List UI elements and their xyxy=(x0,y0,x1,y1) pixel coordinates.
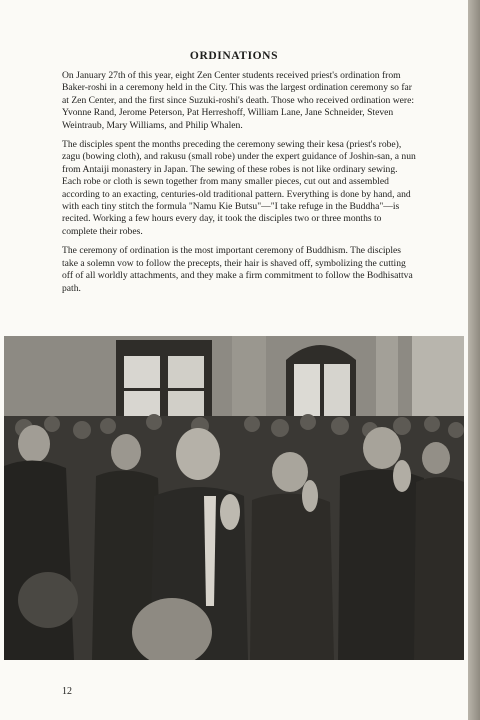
book-gutter xyxy=(468,0,480,720)
paragraph-1: On January 27th of this year, eight Zen Center students received priest's ordination from Baker-roshi in a ceremony held in the City. This was the largest ordination ceremony so far at Zen Center, and the first since Suzuki-roshi's death. Those who received ordination were: Yvonne Rand, Jerome Peterson, Pat Herreshoff, William Lane, Jane Schneider, Steven Weintraub, Mary Williams, and Philip Whalen. xyxy=(62,70,415,131)
ordination-ceremony-photo xyxy=(4,336,464,660)
page-number: 12 xyxy=(62,686,72,697)
article-body xyxy=(62,70,418,302)
paragraph-3: The ceremony of ordination is the most important ceremony of Buddhism. The disciples take a solemn vow to follow the precepts, their hair is shaved off, symbolizing the cutting off of all worldly attachments, and they make a firm commitment to follow the Bodhisattva path. xyxy=(62,245,413,294)
article-title: ORDINATIONS xyxy=(189,50,279,62)
paragraph-2: The disciples spent the months preceding the ceremony sewing their kesa (priest's robe), zagu (bowing cloth), and rakusu (small robe) under the expert guidance of Joshin-san, a nun from Antaiji monastery in Japan. The sewing of these robes is not like ordinary sewing. Each robe or cloth is sewn together from many smaller pieces, cut out and assembled according to an exacting, centuries-old traditional pattern. Everything is done by hand, and with each tiny stitch the formula "Namu Kie Butsu"—"I take refuge in the Buddha"—is recited. Working a few hours every day, it took the disciples two or three months to complete their robes. xyxy=(62,139,416,237)
